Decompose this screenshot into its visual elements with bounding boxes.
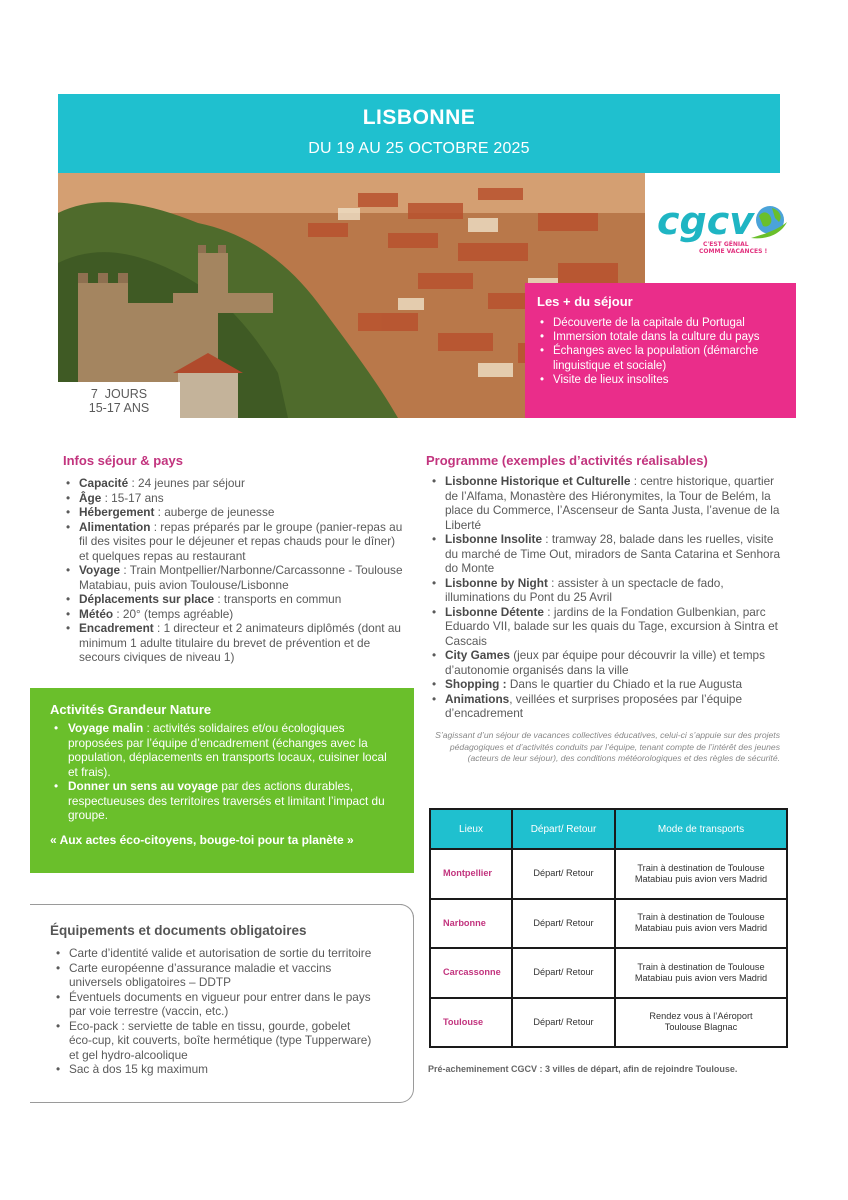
- cgcv-logo: [655, 198, 795, 258]
- list-item: • Carte européenne d’assurance maladie et vaccins universels obligatoires – DDTP: [53, 961, 373, 990]
- nature-list: [50, 721, 394, 823]
- item-label: Lisbonne Historique et Culturelle: [445, 474, 631, 488]
- item-text: (jeux par équipe pour découvrir la ville) et temps d’autonomie organisés dans la ville: [445, 648, 765, 677]
- item-text: : 15-17 ans: [101, 490, 164, 505]
- item-label: Météo: [79, 606, 114, 621]
- list-item: [63, 563, 408, 592]
- cell-city: Narbonne: [430, 899, 512, 949]
- list-item: • Eco-pack : serviette de table en tissu, gourde, gobelet éco-cup, kit couverts, boîte hermétique (type Tupperware) et gel hydro-alcoolique: [53, 1019, 373, 1063]
- list-item: [63, 621, 408, 665]
- cell-trip: Départ/ Retour: [512, 998, 615, 1048]
- item-text: : repas préparés par le groupe (panier-repas au fil des visites pour le déjeuner et repas chauds pour le dîner) et quelques repas au restaurant: [79, 519, 403, 563]
- list-item: [429, 474, 784, 532]
- column-header-lieux: Lieux: [430, 809, 512, 849]
- cell-city: Carcassonne: [430, 948, 512, 998]
- equipment-box: [30, 904, 414, 1103]
- page-dates: DU 19 AU 25 OCTOBRE 2025: [308, 140, 530, 157]
- cell-mode: Train à destination de Toulouse Matabiau puis avion vers Madrid: [615, 948, 787, 998]
- page-title: LISBONNE: [362, 106, 476, 129]
- divider: [398, 904, 414, 920]
- list-item: [63, 476, 408, 491]
- list-item: [429, 576, 784, 605]
- column-header-mode: Mode de transports: [615, 809, 787, 849]
- list-item: [429, 677, 784, 692]
- item-text: : jardins de la Fondation Gulbenkian, parc Eduardo VII, balade sur les quais du Tage, excursion à Sintra et Cascais: [445, 604, 778, 648]
- item-text: Dans le quartier du Chiado et la rue Augusta: [506, 677, 743, 691]
- item-text: : tramway 28, balade dans les ruelles, visite du marché de Time Out, miradors de Santa Catarina et Senhora do Monte: [445, 532, 781, 575]
- list-item: [63, 505, 408, 520]
- item-text: : auberge de jeunesse: [154, 505, 275, 519]
- highlights-title: Les + du séjour: [537, 294, 633, 309]
- list-item: [63, 607, 408, 622]
- item-text: par des actions durables, respectueuses des territoires traversés et limitant l’impact du groupe.: [68, 779, 385, 822]
- programme-title: Programme (exemples d’activités réalisables): [426, 453, 708, 468]
- programme-disclaimer: S’agissant d’un séjour de vacances collectives éducatives, celui-ci s’appuie sur des projets pédagogiques et d’activités conduits par l’équipe, tenant compte de l’intérêt des jeunes (acteurs de leur séjour), des conditions météorologiques et des règles de sécurité.: [435, 730, 780, 763]
- item-text: : 20° (temps agréable): [113, 606, 234, 621]
- transport-footnote: Pré-acheminement CGCV : 3 villes de départ, afin de rejoindre Toulouse.: [428, 1064, 738, 1074]
- list-item: • Carte d’identité valide et autorisation de sortie du territoire: [53, 946, 373, 961]
- item-label: Âge: [79, 490, 102, 505]
- cell-mode: Train à destination de Toulouse Matabiau puis avion vers Madrid: [615, 899, 787, 949]
- list-item: [50, 779, 394, 823]
- cell-city: Montpellier: [430, 849, 512, 899]
- list-item: [63, 491, 408, 506]
- programme-list: [429, 474, 784, 721]
- list-item: • Visite de lieux insolites: [537, 373, 784, 387]
- item-label: Voyage malin: [68, 721, 144, 735]
- equipment-title: Équipements et documents obligatoires: [50, 923, 307, 938]
- header-banner: [58, 94, 780, 173]
- list-item: [429, 648, 784, 677]
- list-item: [429, 692, 784, 721]
- table-header-row: [430, 809, 787, 849]
- nature-box: [30, 688, 414, 873]
- list-item: • Immersion totale dans la culture du pays: [537, 330, 784, 344]
- item-text: : assister à un spectacle de fado, illuminations du Pont du 25 Avril: [445, 575, 724, 604]
- duration-ages: 15-17 ANS: [88, 401, 150, 415]
- item-label: City Games: [445, 648, 510, 662]
- cell-mode: Rendez vous à l’Aéroport Toulouse Blagnac: [615, 998, 787, 1048]
- item-text: : centre historique, quartier de l’Alfama, Monastère des Hiéronymites, la Tour de Belém, la place du Commerce, l’Ascenseur de Santa Justa, l’avenue de la Liberté: [445, 474, 780, 532]
- item-label: Capacité: [79, 476, 129, 490]
- table-row: [430, 948, 787, 998]
- nature-quote: « Aux actes éco-citoyens, bouge-toi pour ta planète »: [50, 832, 354, 847]
- item-text: : transports en commun: [214, 592, 342, 606]
- list-item: [429, 532, 784, 576]
- list-item: • Éventuels documents en vigueur pour entrer dans le pays par voie terrestre (vaccin, etc.): [53, 990, 373, 1019]
- table-row: [430, 849, 787, 899]
- highlights-box: [525, 283, 796, 418]
- item-label: Alimentation: [79, 519, 151, 534]
- item-label: Lisbonne Insolite: [445, 532, 543, 546]
- cell-city: Toulouse: [430, 998, 512, 1048]
- item-text: : 1 directeur et 2 animateurs diplômés (dont au minimum 1 adulte titulaire du brevet de prévention et de secours civiques de niveau 1): [79, 621, 401, 664]
- cell-trip: Départ/ Retour: [512, 899, 615, 949]
- column-header-depart: Départ/ Retour: [512, 809, 615, 849]
- item-label: Encadrement: [79, 621, 154, 635]
- list-item: • Échanges avec la population (démarche linguistique et sociale): [537, 344, 784, 372]
- svg-text:C'EST GÉNIAL: C'EST GÉNIAL: [703, 241, 749, 248]
- item-label: Lisbonne Détente: [445, 604, 544, 619]
- table-row: [430, 998, 787, 1048]
- equipment-list: [53, 946, 373, 1077]
- item-label: Déplacements sur place: [79, 592, 215, 606]
- item-text: : Train Montpellier/Narbonne/Carcassonne - Toulouse Matabiau, puis avion Toulouse/Lisbonne: [79, 563, 403, 592]
- item-label: Voyage: [79, 563, 121, 577]
- item-label: Animations: [445, 691, 510, 706]
- list-item: [63, 520, 408, 564]
- infos-title: Infos séjour & pays: [63, 453, 183, 468]
- cell-trip: Départ/ Retour: [512, 849, 615, 899]
- item-text: : 24 jeunes par séjour: [128, 476, 245, 490]
- duration-days: 7 JOURS: [90, 387, 148, 401]
- infos-list: [63, 476, 408, 665]
- nature-title: Activités Grandeur Nature: [50, 702, 212, 717]
- svg-text:cgcv: cgcv: [657, 199, 755, 243]
- item-label: Lisbonne by Night: [445, 575, 548, 590]
- item-label: Hébergement: [79, 505, 155, 519]
- list-item: [429, 605, 784, 649]
- cell-trip: Départ/ Retour: [512, 948, 615, 998]
- svg-text:COMME VACANCES !: COMME VACANCES !: [699, 248, 768, 255]
- item-text: , veillées et surprises proposées par l’équipe d’encadrement: [445, 691, 743, 720]
- list-item: • Découverte de la capitale du Portugal: [537, 316, 784, 330]
- item-label: Donner un sens au voyage: [68, 779, 219, 793]
- list-item: • Sac à dos 15 kg maximum: [53, 1062, 373, 1077]
- item-label: Shopping :: [445, 677, 507, 691]
- divider: [30, 904, 402, 905]
- highlights-list: [537, 316, 784, 387]
- list-item: [63, 592, 408, 607]
- list-item: [50, 721, 394, 779]
- duration-box: [58, 382, 180, 418]
- transport-table: [429, 808, 788, 1048]
- table-row: [430, 899, 787, 949]
- item-text: : activités solidaires et/ou écologiques proposées par l’équipe d’encadrement (échanges avec la population, déplacements en transports locaux, cuisiner local et frais).: [68, 721, 387, 779]
- cell-mode: Train à destination de Toulouse Matabiau puis avion vers Madrid: [615, 849, 787, 899]
